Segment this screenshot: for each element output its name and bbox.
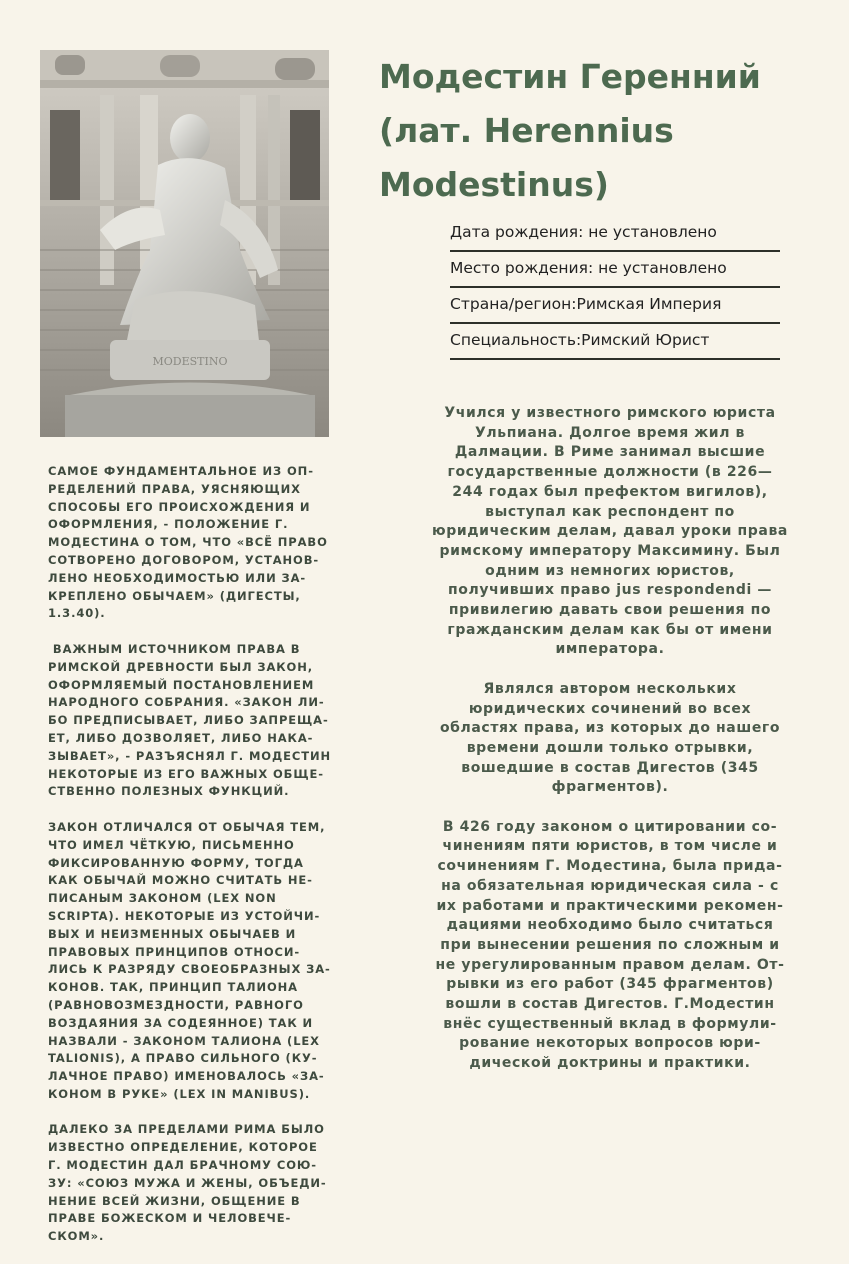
text-line: СОТВОРЕНО ДОГОВОРОМ, УСТАНОВ- — [48, 552, 320, 567]
text-line: ПИСАНЫМ ЗАКОНОМ (LEX NON — [48, 891, 277, 906]
text-line: СКОМ». — [48, 1229, 105, 1244]
text-line: дациями необходимо было считаться — [446, 917, 774, 934]
fact-country: Страна/регион:Римская Империя — [450, 290, 780, 324]
fact-birth-date: Дата рождения: не установлено — [450, 218, 780, 252]
text-line: ЛЕНО НЕОБХОДИМОСТЬЮ ИЛИ ЗА- — [48, 570, 307, 585]
text-line: ЛАЧНОЕ ПРАВО) ИМЕНОВАЛОСЬ «ЗА- — [48, 1069, 325, 1084]
text-line: выступал как респондент по — [485, 503, 735, 520]
text-line: юридическим делам, давал уроки права — [432, 523, 788, 540]
title-line: Модестин Геренний — [379, 57, 761, 96]
text-line: государственные должности (в 226— — [447, 464, 773, 481]
text-line: фрагментов). — [551, 779, 669, 796]
text-line: Учился у известного римского юриста — [444, 405, 776, 421]
text-line: ИЗВЕСТНО ОПРЕДЕЛЕНИЕ, КОТОРОЕ — [48, 1140, 318, 1155]
text-line: при вынесении решения по сложным и — [440, 936, 780, 953]
text-line: римскому императору Максимину. Был — [439, 542, 781, 559]
text-line: САМОЕ ФУНДАМЕНТАЛЬНОЕ ИЗ ОП- — [48, 464, 314, 478]
text-line: Ульпиана. Долгое время жил в — [475, 424, 745, 441]
text-line: ЗЫВАЕТ», - РАЗЪЯСНЯЛ Г. МОДЕСТИН — [48, 748, 332, 763]
text-line: В 426 году законом о цитировании со- — [442, 818, 778, 835]
page-title — [379, 50, 819, 212]
text-line: на обязательная юридическая сила - с — [441, 877, 779, 894]
text-line: ПРАВЕ БОЖЕСКОМ И ЧЕЛОВЕЧЕ- — [48, 1211, 292, 1226]
text-line: НЕКОТОРЫЕ ИЗ ЕГО ВАЖНЫХ ОБЩЕ- — [48, 766, 324, 781]
text-line: их работами и практическими рекомен- — [436, 897, 784, 914]
text-line: ЕТ, ЛИБО ДОЗВОЛЯЕТ, ЛИБО НАКА- — [48, 730, 314, 745]
text-line: НАРОДНОГО СОБРАНИЯ. «ЗАКОН ЛИ- — [48, 695, 325, 710]
text-line: ФИКСИРОВАННУЮ ФОРМУ, ТОГДА — [48, 855, 304, 870]
text-line: императора. — [555, 641, 665, 658]
fact-birth-place: Место рождения: не установлено — [450, 254, 780, 288]
text-line: Являлся автором нескольких — [483, 680, 737, 697]
text-line: юридических сочинений во всех — [468, 700, 752, 717]
text-line: ВАЖНЫМ ИСТОЧНИКОМ ПРАВА В — [48, 641, 301, 656]
text-line: рывки из его работ (345 фрагментов) — [446, 976, 774, 993]
text-line: ВОЗДАЯНИЯ ЗА СОДЕЯННОЕ) ТАК И — [48, 1015, 314, 1030]
fact-specialty: Специальность:Римский Юрист — [450, 326, 780, 360]
right-paragraph — [414, 404, 806, 660]
text-line: 244 годах был префектом вигилов), — [452, 483, 768, 500]
text-line: 1.3.40). — [48, 606, 106, 621]
text-line: чинениям пяти юристов, в том числе и — [442, 838, 778, 855]
text-line: ЛИСЬ К РАЗРЯДУ СВОЕОБРАЗНЫХ ЗА- — [48, 962, 331, 977]
text-line: вошли в состав Дигестов. Г.Модестин — [445, 996, 775, 1013]
text-line: КОНОМ В РУКЕ» (LEX IN MANIBUS). — [48, 1086, 311, 1101]
text-line: КОНОВ. ТАК, ПРИНЦИП ТАЛИОНА — [48, 980, 298, 995]
text-line: рование некоторых вопросов юри- — [459, 1035, 761, 1052]
text-line: получивших право jus respondendi — — [448, 582, 772, 599]
statue-illustration — [40, 50, 329, 437]
text-line: одним из немногих юристов, — [485, 562, 735, 579]
text-line: сочинениям Г. Модестина, была прида- — [437, 858, 783, 875]
text-line: КРЕПЛЕНО ОБЫЧАЕМ» (ДИГЕСТЫ, — [48, 588, 301, 603]
right-column — [414, 404, 806, 1094]
text-line: СПОСОБЫ ЕГО ПРОИСХОЖДЕНИЯ И — [48, 499, 311, 514]
text-line: ОФОРМЛЯЕМЫЙ ПОСТАНОВЛЕНИЕМ — [48, 677, 315, 692]
text-line: (РАВНОВОЗМЕЗДНОСТИ, РАВНОГО — [48, 997, 304, 1012]
text-line: ЗАКОН ОТЛИЧАЛСЯ ОТ ОБЫЧАЯ ТЕМ, — [48, 819, 326, 834]
text-line: ОФОРМЛЕНИЯ, - ПОЛОЖЕНИЕ Г. — [48, 517, 289, 532]
text-line: НАЗВАЛИ - ЗАКОНОМ ТАЛИОНА (LEX — [48, 1033, 320, 1048]
text-line: времени дошли только отрывки, — [466, 739, 754, 756]
text-line: БО ПРЕДПИСЫВАЕТ, ЛИБО ЗАПРЕЩА- — [48, 713, 329, 728]
left-paragraph — [48, 641, 332, 801]
text-line: МОДЕСТИНА О ТОМ, ЧТО «ВСЁ ПРАВО — [48, 535, 328, 550]
right-paragraph — [414, 818, 806, 1074]
text-line: внёс существенный вклад в формули- — [443, 1015, 777, 1032]
left-paragraph — [48, 1121, 327, 1246]
text-line: ВЫХ И НЕИЗМЕННЫХ ОБЫЧАЕВ И — [48, 926, 297, 941]
left-paragraph — [48, 819, 331, 1104]
text-line: ДАЛЕКО ЗА ПРЕДЕЛАМИ РИМА БЫЛО — [48, 1122, 325, 1137]
svg-text:MODESTINO: MODESTINO — [152, 355, 228, 368]
text-line: РЕДЕЛЕНИЙ ПРАВА, УЯСНЯЮЩИХ — [48, 481, 301, 496]
text-line: TALIONIS), А ПРАВО СИЛЬНОГО (КУ- — [48, 1051, 318, 1066]
text-line: КАК ОБЫЧАЙ МОЖНО СЧИТАТЬ НЕ- — [48, 873, 313, 888]
title-line: (лат. Herennius — [379, 111, 674, 150]
text-line: ЧТО ИМЕЛ ЧЁТКУЮ, ПИСЬМЕННО — [48, 837, 295, 852]
title-line: Modestinus) — [379, 165, 609, 204]
facts-list — [450, 218, 780, 362]
text-line: областях права, из которых до нашего — [439, 720, 781, 737]
text-line: СТВЕННО ПОЛЕЗНЫХ ФУНКЦИЙ. — [48, 784, 290, 799]
text-line: дической доктрины и практики. — [469, 1055, 751, 1072]
text-line: гражданским делам как бы от имени — [447, 621, 773, 638]
left-column — [48, 463, 332, 1264]
text-line: РИМСКОЙ ДРЕВНОСТИ БЫЛ ЗАКОН, — [48, 659, 314, 674]
text-line: ПРАВОВЫХ ПРИНЦИПОВ ОТНОСИ- — [48, 944, 301, 959]
left-paragraph — [48, 463, 328, 623]
text-line: не урегулированным правом делам. От- — [435, 956, 785, 973]
statue-photo — [40, 50, 329, 437]
right-paragraph — [414, 680, 806, 798]
text-line: привилегию давать свои решения по — [448, 602, 772, 619]
text-line: НЕНИЕ ВСЕЙ ЖИЗНИ, ОБЩЕНИЕ В — [48, 1193, 301, 1208]
text-line: Далмации. В Риме занимал высшие — [454, 444, 766, 461]
text-line: вошедшие в состав Дигестов (345 — [461, 759, 759, 776]
text-line: SCRIPTA). НЕКОТОРЫЕ ИЗ УСТОЙЧИ- — [48, 908, 321, 923]
text-line: Г. МОДЕСТИН ДАЛ БРАЧНОМУ СОЮ- — [48, 1158, 317, 1173]
text-line: ЗУ: «СОЮЗ МУЖА И ЖЕНЫ, ОБЪЕДИ- — [48, 1175, 327, 1190]
